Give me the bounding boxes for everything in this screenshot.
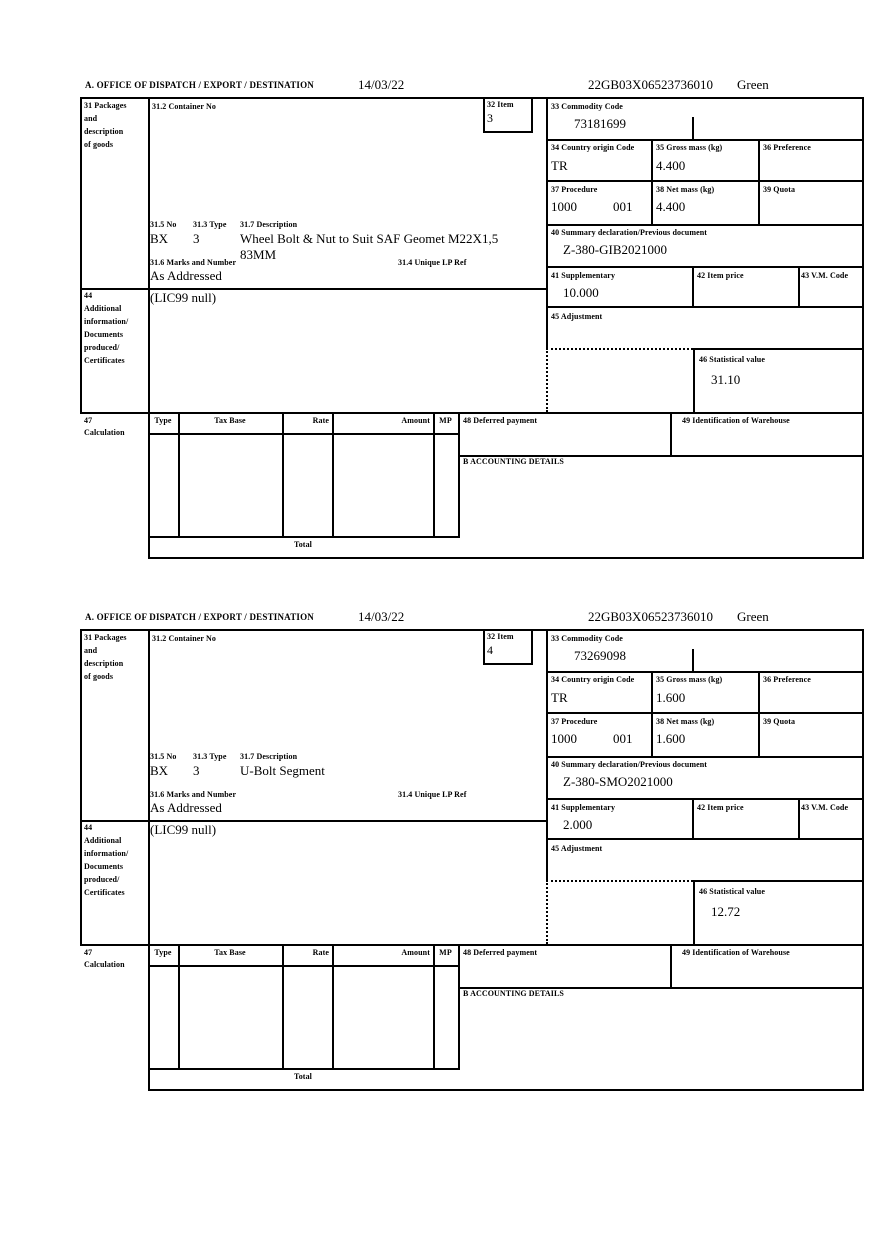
form-grid-line [433,412,435,538]
box40-summary-declaration-value: Z-380-GIB2021000 [563,242,667,257]
form-grid-line [332,412,334,538]
box34-origin-label: 34 Country origin Code [551,675,635,684]
box31-3-type-label: 31.3 Type [193,752,227,761]
box31-4-lp-ref-label: 31.4 Unique LP Ref [398,790,467,799]
form-grid-line [483,97,485,133]
form-grid-line [546,880,693,882]
box31-6-marks-label: 31.6 Marks and Number [150,258,237,267]
box47-calculation-label-line: 47 [84,416,93,425]
box46-statistical-value: 12.72 [711,904,741,919]
box49-warehouse-label: 49 Identification of Warehouse [682,948,790,957]
box44-label-line: Certificates [84,888,125,897]
box35-gross-mass-label: 35 Gross mass (kg) [656,143,723,152]
box36-preference-label: 36 Preference [763,143,811,152]
form-grid-line [692,649,694,671]
box31-5-no-label: 31.5 No [150,752,177,761]
form-grid-line [332,944,334,1070]
form-grid-line [282,944,284,1070]
calc-header-rate: Rate [312,416,329,425]
form-grid-line [546,97,548,348]
box45-adjustment-label: 45 Adjustment [551,312,603,321]
box31-5-no-value: BX [150,231,169,246]
form-grid-line [546,838,864,840]
form-grid-line [148,536,460,538]
box31-label-line: 31 Packages [84,101,127,110]
form-grid-line [670,412,672,457]
form-grid-line [531,629,533,665]
form-grid-line [178,944,180,1070]
form-grid-line [546,756,864,758]
box31-3-type-value: 3 [193,231,200,246]
form-grid-line [546,880,548,944]
box49-warehouse-label: 49 Identification of Warehouse [682,416,790,425]
form-grid-line [693,880,864,882]
box44-label-line: 44 [84,823,93,832]
declaration-item-block [80,77,864,560]
movement-reference-number: 22GB03X06523736010 [588,609,713,624]
box43-vm-code-label: 43 V.M. Code [801,803,849,812]
box31-4-lp-ref-label: 31.4 Unique LP Ref [398,258,467,267]
form-grid-line [692,266,694,308]
box44-label-line: Documents [84,862,124,871]
box31-label-line: description [84,127,124,136]
form-grid-line [546,224,864,226]
box37-procedure-label: 37 Procedure [551,717,598,726]
box46-statistical-value-label: 46 Statistical value [699,887,765,896]
box42-item-price-label: 42 Item price [697,803,744,812]
box31-label-line: description [84,659,124,668]
form-grid-line [693,880,695,946]
box38-net-mass-value: 1.600 [656,731,686,746]
form-grid-line [148,1089,864,1091]
box34-origin-value: TR [551,158,568,173]
box41-supplementary-label: 41 Supplementary [551,803,616,812]
form-grid-line [483,663,533,665]
box31-label-line: of goods [84,672,114,681]
box44-additional-info-value: (LIC99 null) [150,290,217,305]
box33-commodity-value: 73269098 [574,648,626,663]
form-grid-line [546,306,864,308]
routing-status: Green [737,77,769,92]
box31-2-container-label: 31.2 Container No [152,102,216,111]
box38-net-mass-label: 38 Net mass (kg) [656,185,715,194]
box39-quota-label: 39 Quota [763,185,796,194]
form-grid-line [148,557,864,559]
box45-adjustment-label: 45 Adjustment [551,844,603,853]
form-grid-line [483,131,533,133]
box34-origin-label: 34 Country origin Code [551,143,635,152]
box40-summary-declaration-label: 40 Summary declaration/Previous document [551,760,708,769]
box31-3-type-value: 3 [193,763,200,778]
form-grid-line [693,348,695,414]
box38-net-mass-label: 38 Net mass (kg) [656,717,715,726]
form-grid-line [148,433,460,435]
box46-statistical-value-label: 46 Statistical value [699,355,765,364]
box31-5-no-label: 31.5 No [150,220,177,229]
form-grid-line [798,798,800,840]
box44-label-line: Additional [84,836,122,845]
box48-deferred-payment-label: 48 Deferred payment [463,948,538,957]
box32-item-value: 4 [487,643,493,657]
box31-7-description-label: 31.7 Description [240,220,298,229]
form-grid-line [798,266,800,308]
box37-procedure-value-2: 001 [613,199,633,214]
form-grid-line [148,629,150,1091]
box37-procedure-value-1: 1000 [551,731,577,746]
form-grid-line [178,412,180,538]
box39-quota-label: 39 Quota [763,717,796,726]
form-grid-line [80,629,864,631]
box33-commodity-label: 33 Commodity Code [551,634,623,643]
routing-status: Green [737,609,769,624]
box31-6-marks-value: As Addressed [150,800,222,815]
calc-total-label: Total [294,540,312,549]
calc-total-label: Total [294,1072,312,1081]
form-grid-line [80,97,864,99]
box37-procedure-value-1: 1000 [551,199,577,214]
form-grid-line [80,412,864,414]
form-grid-line [531,97,533,133]
form-grid-line [433,944,435,1070]
box31-7-description-label: 31.7 Description [240,752,298,761]
box34-origin-value: TR [551,690,568,705]
box35-gross-mass-value: 4.400 [656,158,686,173]
box33-commodity-value: 73181699 [574,116,626,131]
section-a-title: A. OFFICE OF DISPATCH / EXPORT / DESTINATION [85,80,315,90]
form-grid-line [758,139,760,226]
box31-label-line: and [84,114,98,123]
form-grid-line [651,139,653,226]
calc-header-tax-base: Tax Base [214,416,246,425]
box42-item-price-label: 42 Item price [697,271,744,280]
form-grid-line [80,820,548,822]
form-grid-line [483,629,485,665]
form-grid-line [862,629,864,1091]
box47-calculation-label-line: 47 [84,948,93,957]
box44-label-line: Additional [84,304,122,313]
box31-3-type-label: 31.3 Type [193,220,227,229]
box46-statistical-value: 31.10 [711,372,741,387]
section-b-accounting-title: B ACCOUNTING DETAILS [463,989,564,998]
calc-header-type: Type [154,416,172,425]
form-grid-line [546,139,864,141]
box31-label-line: of goods [84,140,114,149]
box44-additional-info-value: (LIC99 null) [150,822,217,837]
box44-label-line: 44 [84,291,93,300]
box31-label-line: and [84,646,98,655]
form-grid-line [282,412,284,538]
box32-item-value: 3 [487,111,493,125]
section-b-accounting-title: B ACCOUNTING DETAILS [463,457,564,466]
box43-vm-code-label: 43 V.M. Code [801,271,849,280]
box41-supplementary-label: 41 Supplementary [551,271,616,280]
box44-label-line: information/ [84,317,129,326]
form-grid-line [546,629,548,880]
box40-summary-declaration-value: Z-380-SMO2021000 [563,774,673,789]
dispatch-date: 14/03/22 [358,77,405,92]
form-grid-line [458,455,864,457]
form-grid-line [862,97,864,559]
box31-2-container-label: 31.2 Container No [152,634,216,643]
form-grid-line [692,117,694,139]
form-grid-line [546,266,864,268]
form-grid-line [148,1068,460,1070]
box41-supplementary-value: 2.000 [563,817,593,832]
box37-procedure-label: 37 Procedure [551,185,598,194]
movement-reference-number: 22GB03X06523736010 [588,77,713,92]
section-a-title: A. OFFICE OF DISPATCH / EXPORT / DESTINATION [85,612,315,622]
form-grid-line [546,348,548,412]
box33-commodity-label: 33 Commodity Code [551,102,623,111]
box32-item-label: 32 Item [487,632,514,641]
form-grid-line [458,412,460,538]
box32-item-label: 32 Item [487,100,514,109]
calc-header-amount: Amount [401,948,430,957]
box36-preference-label: 36 Preference [763,675,811,684]
calc-header-mp: MP [439,416,452,425]
form-grid-line [458,944,460,1070]
dispatch-date: 14/03/22 [358,609,405,624]
calc-header-rate: Rate [312,948,329,957]
box31-7-description-value: Wheel Bolt & Nut to Suit SAF Geomet M22X1,5 83MM [240,231,499,262]
box31-6-marks-value: As Addressed [150,268,222,283]
form-grid-line [758,671,760,758]
form-grid-line [546,348,693,350]
box40-summary-declaration-label: 40 Summary declaration/Previous document [551,228,708,237]
form-grid-line [546,798,864,800]
box44-label-line: Documents [84,330,124,339]
box38-net-mass-value: 4.400 [656,199,686,214]
calc-header-amount: Amount [401,416,430,425]
form-grid-line [546,671,864,673]
form-grid-line [693,348,864,350]
calc-header-mp: MP [439,948,452,957]
box47-calculation-label-line: Calculation [84,960,125,969]
form-grid-line [651,671,653,758]
box48-deferred-payment-label: 48 Deferred payment [463,416,538,425]
form-grid-line [458,987,864,989]
declaration-item-block [80,609,864,1092]
form-grid-line [148,965,460,967]
box31-5-no-value: BX [150,763,169,778]
box41-supplementary-value: 10.000 [563,285,599,300]
box31-7-description-value: U-Bolt Segment [240,763,325,778]
form-grid-line [546,180,864,182]
box44-label-line: produced/ [84,875,120,884]
box37-procedure-value-2: 001 [613,731,633,746]
box44-label-line: information/ [84,849,129,858]
box44-label-line: Certificates [84,356,125,365]
form-grid-line [546,712,864,714]
form-grid-line [80,288,548,290]
box35-gross-mass-label: 35 Gross mass (kg) [656,675,723,684]
box47-calculation-label-line: Calculation [84,428,125,437]
calc-header-tax-base: Tax Base [214,948,246,957]
box44-label-line: produced/ [84,343,120,352]
box31-label-line: 31 Packages [84,633,127,642]
box35-gross-mass-value: 1.600 [656,690,686,705]
form-grid-line [692,798,694,840]
form-grid-line [148,97,150,559]
form-grid-line [670,944,672,989]
form-grid-line [80,944,864,946]
form-grid-line [80,97,82,414]
form-grid-line [80,629,82,946]
box31-6-marks-label: 31.6 Marks and Number [150,790,237,799]
calc-header-type: Type [154,948,172,957]
